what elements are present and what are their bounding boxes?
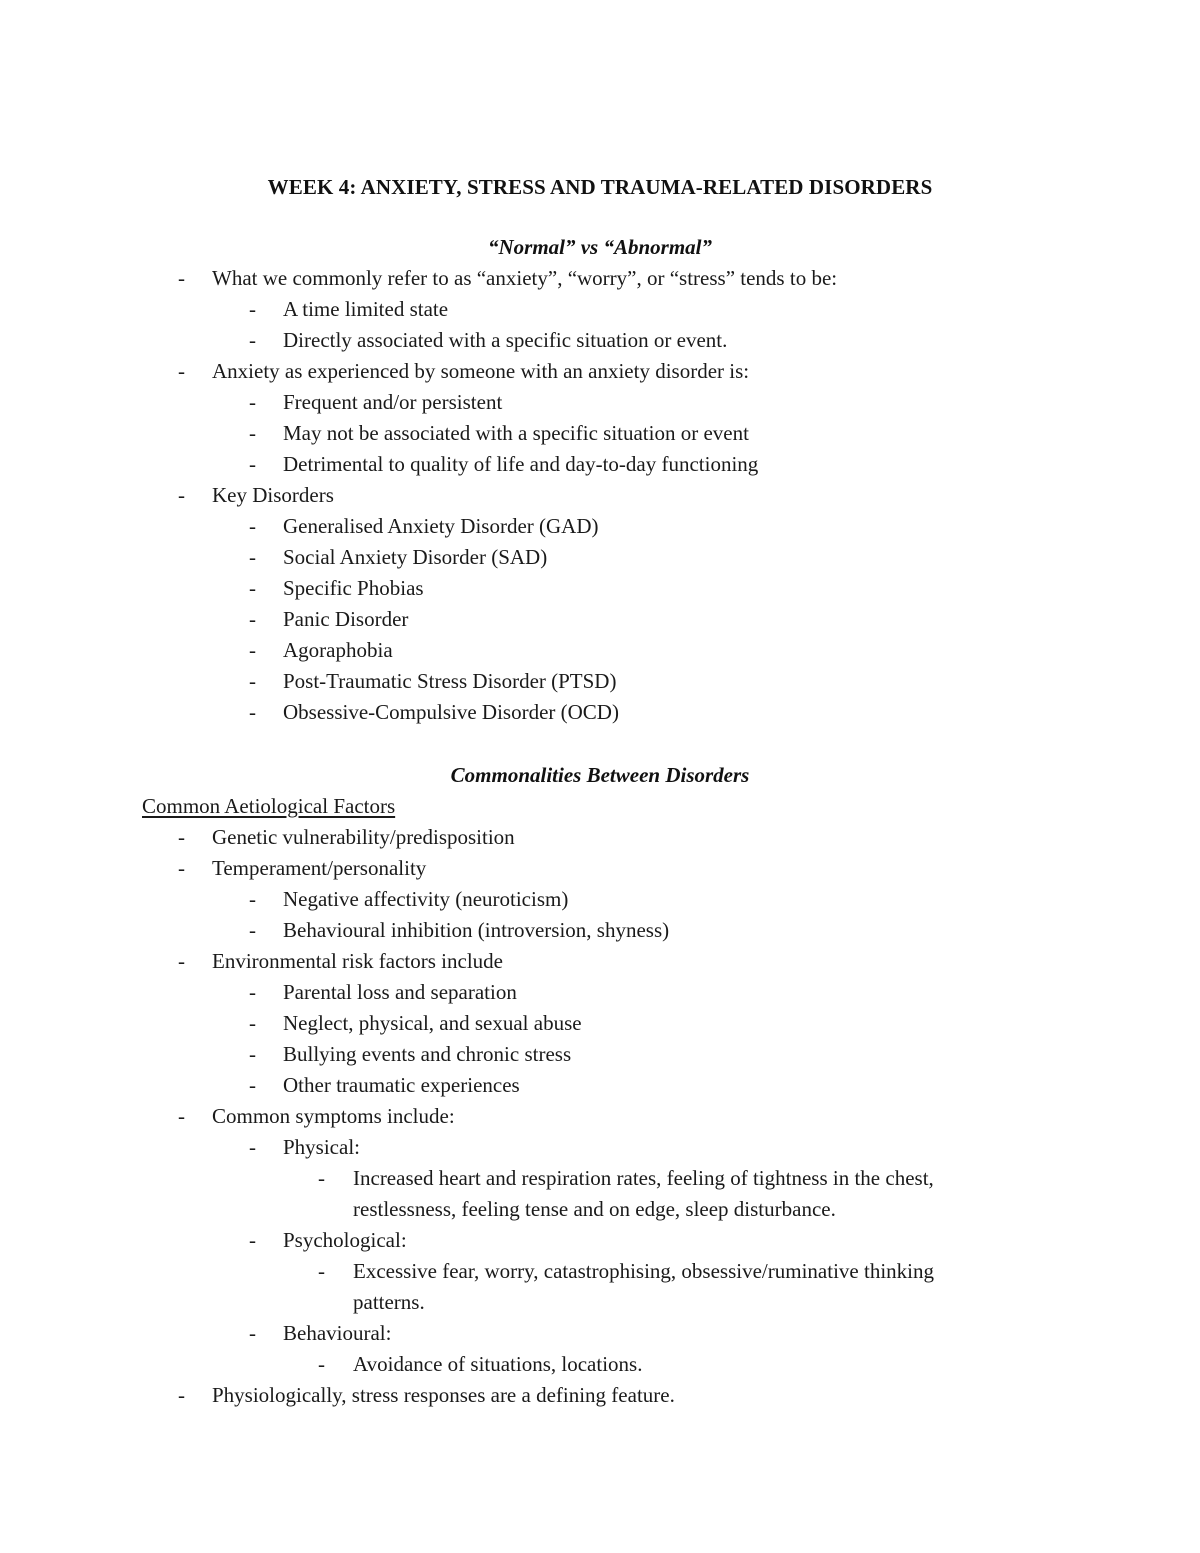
- bullet-dash: -: [178, 483, 185, 507]
- bullet-dash: -: [318, 1166, 325, 1190]
- bullet-dash: -: [249, 1321, 256, 1345]
- bullet-dash: -: [249, 1042, 256, 1066]
- bullet-dash: -: [249, 452, 256, 476]
- list-item-text: Anxiety as experienced by someone with an anxiety disorder is:: [212, 359, 750, 383]
- list-item-text: Temperament/personality: [212, 856, 427, 880]
- bullet-dash: -: [249, 390, 256, 414]
- bullet-dash: -: [249, 638, 256, 662]
- list-item-text: Detrimental to quality of life and day-to-day functioning: [283, 452, 759, 476]
- list-item-text: Physiologically, stress responses are a defining feature.: [212, 1383, 675, 1407]
- list-item-text: Panic Disorder: [283, 607, 409, 631]
- bullet-dash: -: [178, 266, 185, 290]
- list-item-text: Increased heart and respiration rates, feeling of tightness in the chest,: [353, 1166, 934, 1190]
- list-item-text: Common symptoms include:: [212, 1104, 455, 1128]
- list-item-text: Generalised Anxiety Disorder (GAD): [283, 514, 599, 538]
- list-item-text: Other traumatic experiences: [283, 1073, 520, 1097]
- section-heading-commonalities: Commonalities Between Disorders: [450, 763, 750, 787]
- list-item-text: Neglect, physical, and sexual abuse: [283, 1011, 582, 1035]
- bullet-dash: -: [318, 1259, 325, 1283]
- list-item-text: A time limited state: [283, 297, 449, 321]
- list-item-continuation: restlessness, feeling tense and on edge, sleep disturbance.: [353, 1197, 836, 1221]
- bullet-dash: -: [178, 359, 185, 383]
- list-item-text: Agoraphobia: [283, 638, 393, 662]
- list-item-text: Physical:: [283, 1135, 360, 1159]
- list-item-text: Social Anxiety Disorder (SAD): [283, 545, 548, 569]
- bullet-dash: -: [178, 1383, 185, 1407]
- list-item-text: Post-Traumatic Stress Disorder (PTSD): [283, 669, 617, 693]
- list-item-continuation: patterns.: [353, 1290, 425, 1314]
- list-item-text: What we commonly refer to as “anxiety”, “worry”, or “stress” tends to be:: [212, 266, 838, 290]
- subheading-aetiological-factors: Common Aetiological Factors: [142, 794, 396, 818]
- bullet-dash: -: [178, 825, 185, 849]
- list-item-text: Negative affectivity (neuroticism): [283, 887, 569, 911]
- bullet-dash: -: [318, 1352, 325, 1376]
- bullet-dash: -: [249, 887, 256, 911]
- bullet-dash: -: [249, 1011, 256, 1035]
- bullet-dash: -: [249, 421, 256, 445]
- section-heading-normal-vs-abnormal: “Normal” vs “Abnormal”: [487, 235, 713, 259]
- list-item-text: Behavioural:: [283, 1321, 392, 1345]
- list-item-text: Parental loss and separation: [283, 980, 517, 1004]
- bullet-dash: -: [178, 949, 185, 973]
- bullet-dash: -: [249, 576, 256, 600]
- bullet-dash: -: [249, 980, 256, 1004]
- bullet-dash: -: [249, 918, 256, 942]
- list-item-text: Genetic vulnerability/predisposition: [212, 825, 515, 849]
- list-item-text: Frequent and/or persistent: [283, 390, 503, 414]
- document-title: WEEK 4: ANXIETY, STRESS AND TRAUMA-RELATED DISORDERS: [267, 175, 933, 199]
- bullet-dash: -: [249, 1228, 256, 1252]
- bullet-dash: -: [249, 514, 256, 538]
- list-item-text: Avoidance of situations, locations.: [353, 1352, 643, 1376]
- list-item-text: Excessive fear, worry, catastrophising, obsessive/ruminative thinking: [353, 1259, 934, 1283]
- bullet-dash: -: [249, 545, 256, 569]
- list-item-text: Specific Phobias: [283, 576, 424, 600]
- bullet-dash: -: [249, 669, 256, 693]
- bullet-dash: -: [249, 700, 256, 724]
- list-item-text: Obsessive-Compulsive Disorder (OCD): [283, 700, 619, 724]
- bullet-dash: -: [249, 297, 256, 321]
- list-item-text: Environmental risk factors include: [212, 949, 503, 973]
- bullet-dash: -: [249, 328, 256, 352]
- list-item-text: May not be associated with a specific situation or event: [283, 421, 749, 445]
- list-item-text: Key Disorders: [212, 483, 334, 507]
- list-item-text: Psychological:: [283, 1228, 407, 1252]
- bullet-dash: -: [178, 856, 185, 880]
- bullet-dash: -: [249, 607, 256, 631]
- list-item-text: Directly associated with a specific situation or event.: [283, 328, 728, 352]
- bullet-dash: -: [249, 1073, 256, 1097]
- list-item-text: Bullying events and chronic stress: [283, 1042, 572, 1066]
- list-item-text: Behavioural inhibition (introversion, shyness): [283, 918, 670, 942]
- bullet-dash: -: [178, 1104, 185, 1128]
- bullet-dash: -: [249, 1135, 256, 1159]
